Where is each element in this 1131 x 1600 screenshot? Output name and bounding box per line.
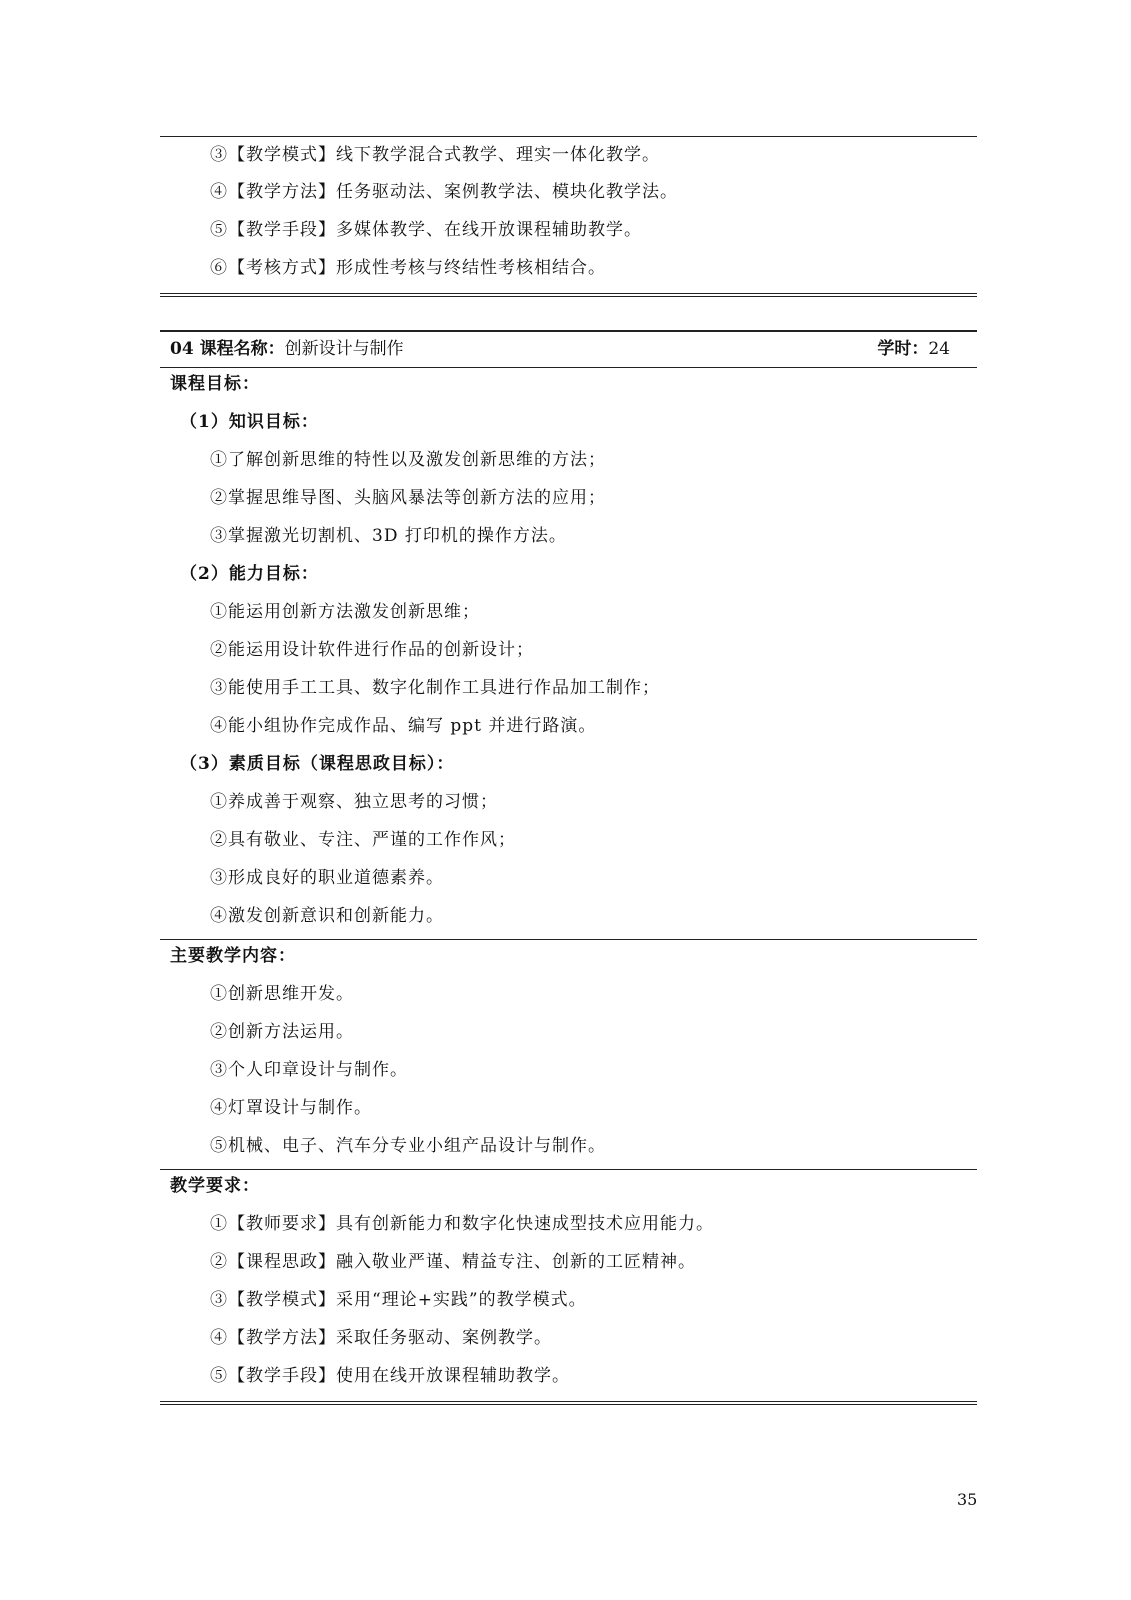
list-item: ①创新思维开发。 xyxy=(210,984,354,1004)
list-item: ②具有敬业、专注、严谨的工作作风； xyxy=(210,830,516,850)
block-end-rule xyxy=(160,1401,977,1405)
section-divider xyxy=(160,939,977,940)
list-item: ①养成善于观察、独立思考的习惯； xyxy=(210,792,498,812)
list-item: ②【课程思政】融入敬业严谨、精益专注、创新的工匠精神。 xyxy=(210,1252,696,1272)
list-item: ⑤【教学手段】多媒体教学、在线开放课程辅助教学。 xyxy=(210,220,642,240)
list-item: ①了解创新思维的特性以及激发创新思维的方法； xyxy=(210,450,606,470)
list-item: ④灯罩设计与制作。 xyxy=(210,1098,372,1118)
list-item: ③掌握激光切割机、3D 打印机的操作方法。 xyxy=(210,526,567,546)
section-divider xyxy=(160,1169,977,1170)
top-rule xyxy=(160,136,977,137)
course-header xyxy=(170,337,950,361)
list-item: ⑥【考核方式】形成性考核与终结性考核相结合。 xyxy=(210,258,606,278)
list-item: ③个人印章设计与制作。 xyxy=(210,1060,408,1080)
knowledge-heading: （1）知识目标： xyxy=(180,412,319,432)
course-top-rule xyxy=(160,330,977,332)
list-item: ③能使用手工工具、数字化制作工具进行作品加工制作； xyxy=(210,678,660,698)
list-item: ①【教师要求】具有创新能力和数字化快速成型技术应用能力。 xyxy=(210,1214,714,1234)
page-number: 35 xyxy=(957,1490,978,1509)
list-item: ⑤【教学手段】使用在线开放课程辅助教学。 xyxy=(210,1366,570,1386)
course-hours: 学时：24 xyxy=(877,339,950,359)
requirements-heading: 教学要求： xyxy=(170,1176,260,1196)
content-heading: 主要教学内容： xyxy=(170,946,296,966)
list-item: ③形成良好的职业道德素养。 xyxy=(210,868,444,888)
list-item: ④能小组协作完成作品、编写 ppt 并进行路演。 xyxy=(210,716,597,736)
course-name-label: 04 课程名称： xyxy=(170,339,285,359)
list-item: ④激发创新意识和创新能力。 xyxy=(210,906,444,926)
list-item: ④【教学方法】采取任务驱动、案例教学。 xyxy=(210,1328,552,1348)
header-divider xyxy=(160,367,977,368)
list-item: ③【教学模式】线下教学混合式教学、理实一体化教学。 xyxy=(210,145,660,165)
list-item: ②创新方法运用。 xyxy=(210,1022,354,1042)
list-item: ②掌握思维导图、头脑风暴法等创新方法的应用； xyxy=(210,488,606,508)
block-end-rule xyxy=(160,293,977,297)
course-name: 创新设计与制作 xyxy=(284,339,404,359)
list-item: ②能运用设计软件进行作品的创新设计； xyxy=(210,640,534,660)
quality-heading: （3）素质目标（课程思政目标）： xyxy=(180,754,455,774)
list-item: ④【教学方法】任务驱动法、案例教学法、模块化教学法。 xyxy=(210,182,678,202)
ability-heading: （2）能力目标： xyxy=(180,564,319,584)
list-item: ①能运用创新方法激发创新思维； xyxy=(210,602,480,622)
list-item: ⑤机械、电子、汽车分专业小组产品设计与制作。 xyxy=(210,1136,606,1156)
list-item: ③【教学模式】采用“理论+实践”的教学模式。 xyxy=(210,1290,587,1310)
objectives-heading: 课程目标： xyxy=(170,374,260,394)
